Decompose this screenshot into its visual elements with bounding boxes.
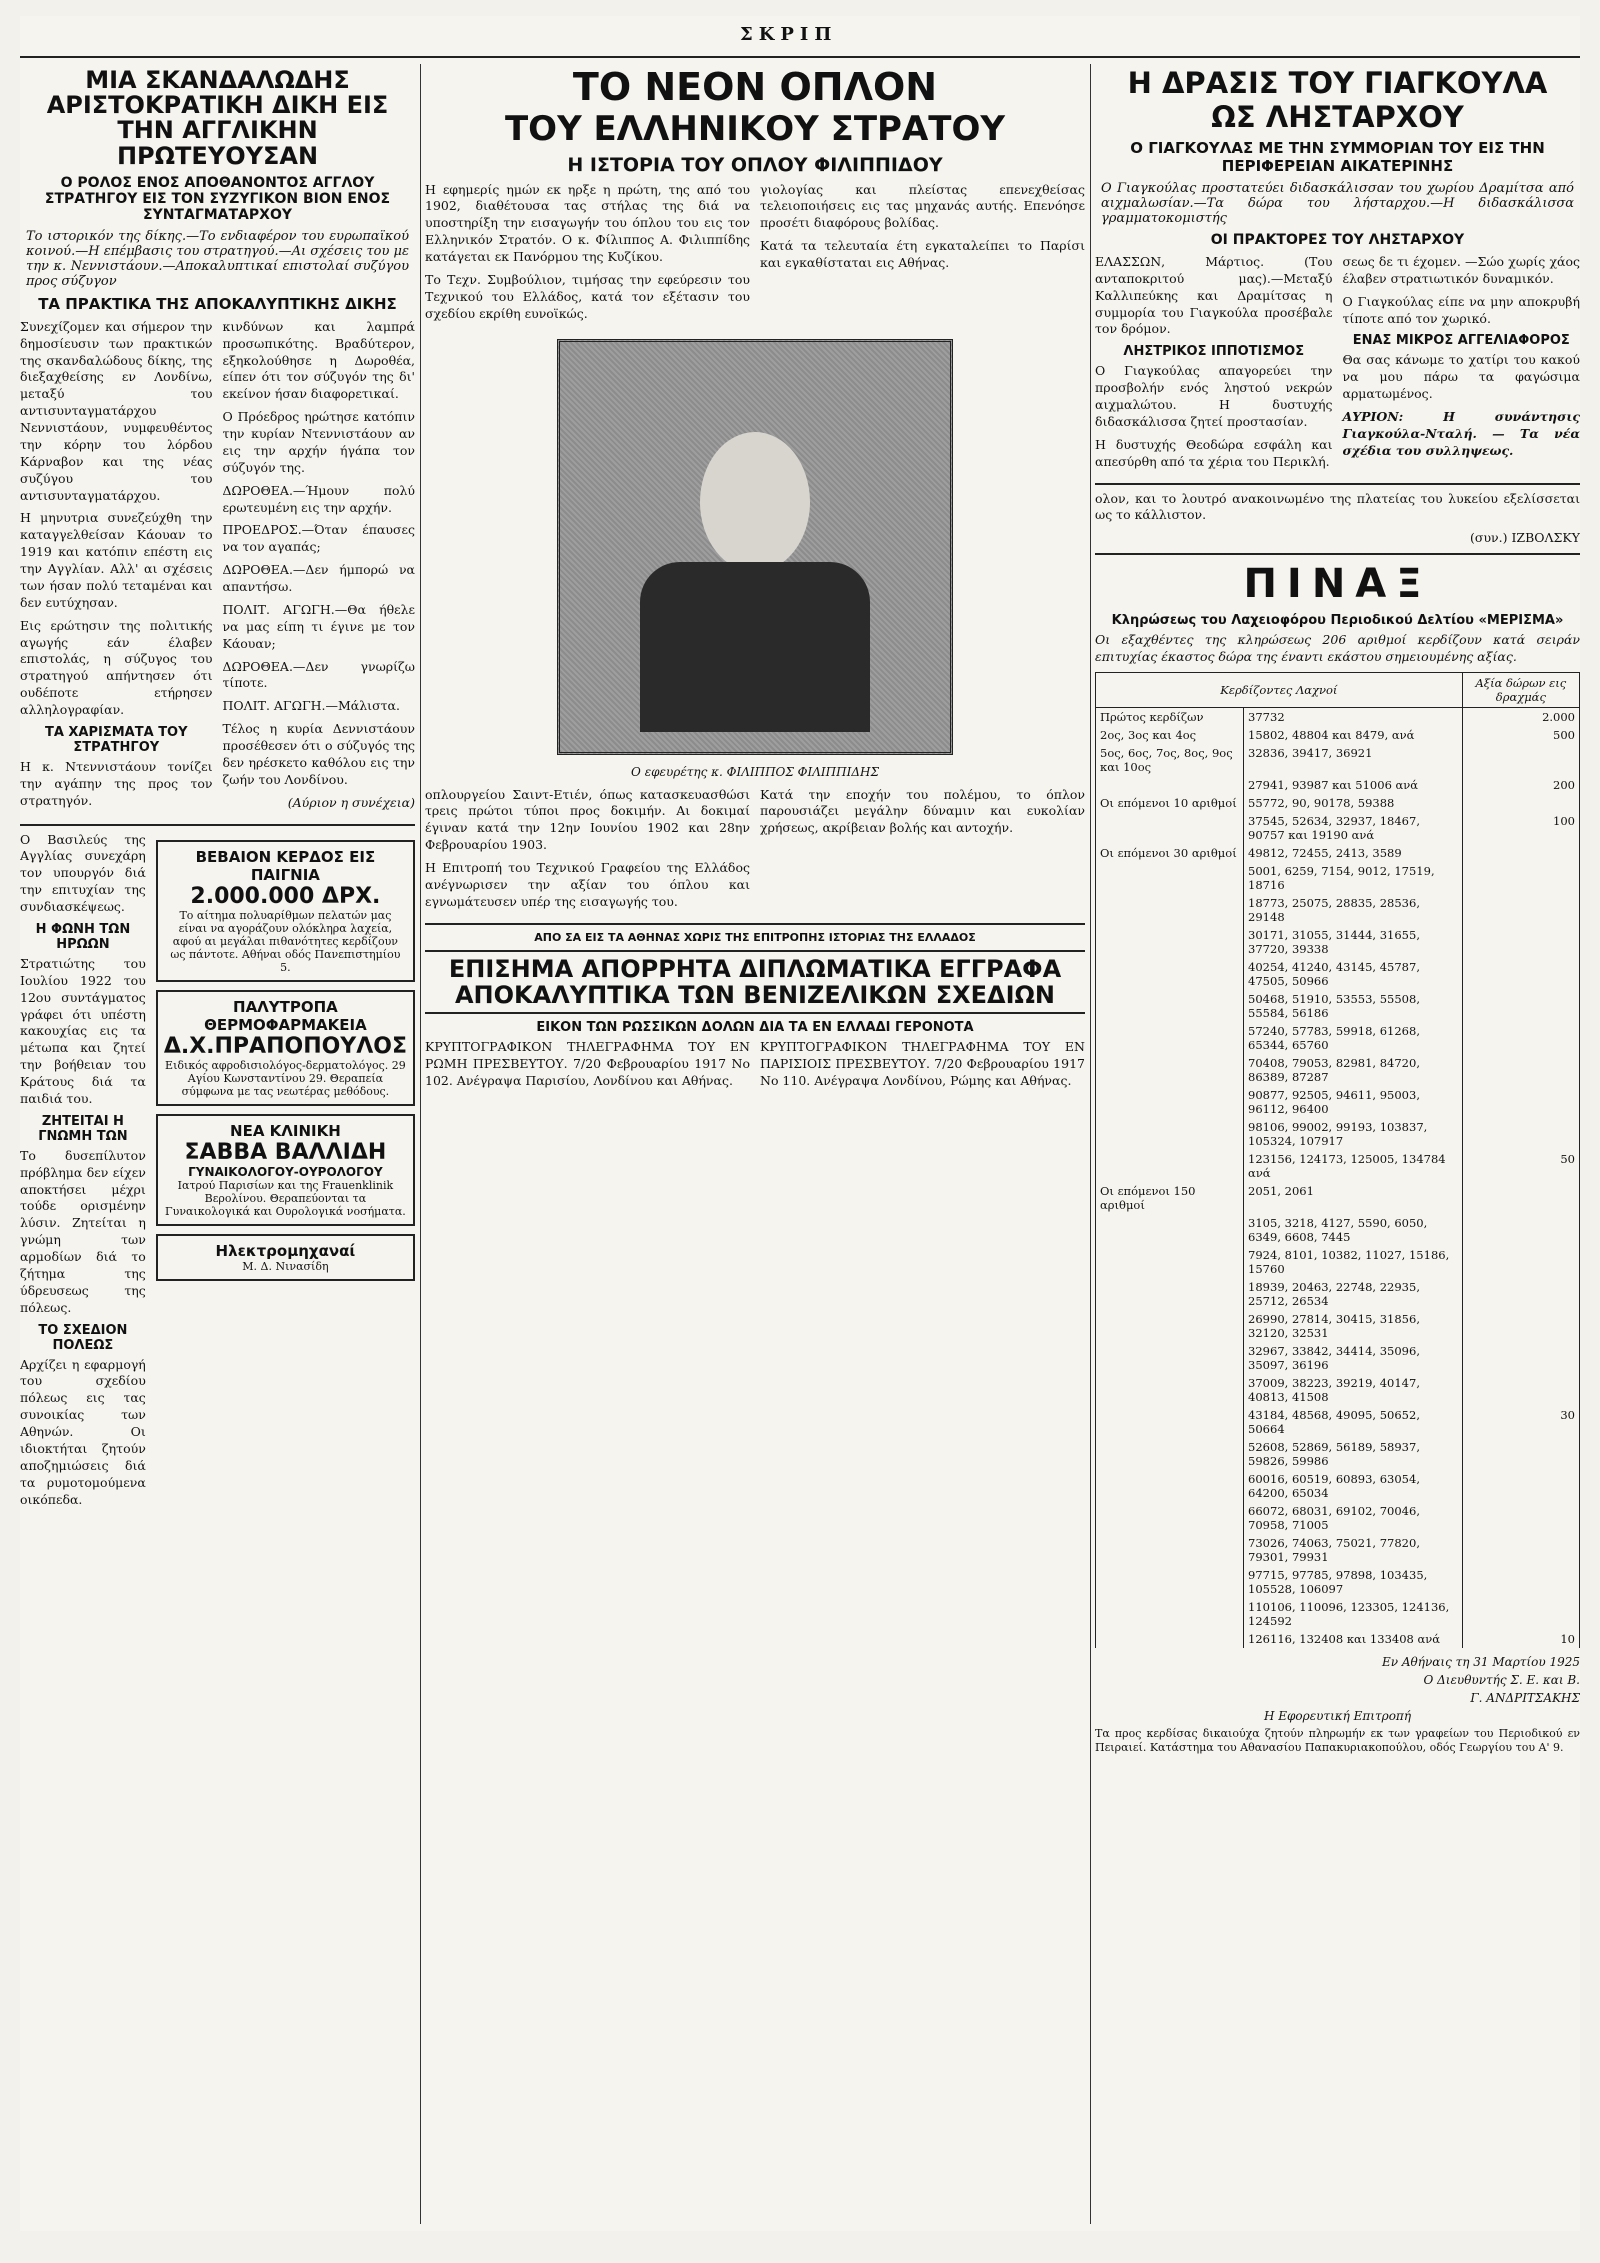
banner-top: ΑΠΟ ΣΑ ΕΙΣ ΤΑ ΑΘΗΝΑΣ ΧΩΡΙΣ ΤΗΣ ΕΠΙΤΡΟΠΗΣ ΙΣΤΟΡΙΑΣ ΤΗΣ ΕΛΛΑΔΟΣ — [534, 930, 976, 944]
row-label — [1096, 1086, 1244, 1118]
row-value — [1462, 1374, 1579, 1406]
row-label: 2ος, 3ος και 4ος — [1096, 726, 1244, 744]
row-value: 2.000 — [1462, 707, 1579, 726]
row-label — [1096, 1150, 1244, 1182]
row-value — [1462, 1534, 1579, 1566]
row-value — [1462, 1214, 1579, 1246]
row-label — [1096, 1022, 1244, 1054]
paragraph: Αρχίζει η εφαρμογή του σχεδίου πόλεως εις τας συνοικίας των Αθηνών. Οι ιδιοκτήται ζητούν αποζημιώσεις διά τα ρυμοτομούμενα οικόπεδα. — [20, 1356, 146, 1507]
row-value — [1462, 862, 1579, 894]
paragraph: ΕΛΑΣΣΩΝ, Μάρτιος. (Του ανταποκριτού μας).—Μεταξύ Καλλιπεύκης και Δραμίτσας η συμμορία του Γιαγκούλα προσέβαλε τον δρόμον. — [1095, 253, 1333, 337]
row-label — [1096, 990, 1244, 1022]
dialogue-line: ΠΟΛΙΤ. ΑΓΩΓΗ.—Θα ήθελε να μας είπη τι έγινε με τον Κάουαν; — [222, 601, 415, 651]
row-label — [1096, 958, 1244, 990]
row-numbers: 50468, 51910, 53553, 55508, 55584, 56186 — [1244, 990, 1463, 1022]
row-value — [1462, 1502, 1579, 1534]
row-numbers: 97715, 97785, 97898, 103435, 105528, 106097 — [1244, 1566, 1463, 1598]
table-header-value: Αξία δώρων εις δραχμάς — [1462, 672, 1579, 707]
paragraph: Το δυσεπίλυτον πρόβλημα δεν είχεν αποκτήσει μέχρι τούδε ορισμένην λύσιν. Ζητείται η γνώμη των αρμοδίων διά το ζήτημα της ύδρευσεως της πόλεως. — [20, 1147, 146, 1315]
section-messenger: ΕΝΑΣ ΜΙΚΡΟΣ ΑΓΓΕΛΙΑΦΟΡΟΣ — [1352, 333, 1570, 349]
portrait-face — [700, 432, 810, 572]
paragraph: Συνεχίζομεν και σήμερον την δημοσίευσιν των πρακτικών της σκανδαλώδους δίκης, της διεξαχθείσης εν Λονδίνω, μεταξύ του αντισυνταγματάρχου Νεννιστάουν, νυμφευθέντος την κόρην του λόρδου Κάρναβον και της νέας συζύγου του αντισυνταγματάρχου. — [20, 318, 213, 503]
giagkoulas-body — [1095, 254, 1580, 477]
divider — [1095, 483, 1580, 485]
paragraph: Τέλος η κυρία Δεννιστάουν προσέθεσεν ότι ο σύζυγός της δεν ηρέσκετο καθόλου εις την ζωήν του Λονδίνου. — [222, 721, 415, 787]
table-row — [1096, 707, 1580, 726]
committee: Η Εφορευτική Επιτροπή — [1263, 1709, 1412, 1724]
row-value — [1462, 1182, 1579, 1214]
rifle-body — [425, 787, 1085, 917]
tomorrow-note: ΑΥΡΙΟΝ: Η συνάντησις Γιαγκούλα-Νταλή. — Τα νέα σχέδια του συλληψεως. — [1342, 409, 1580, 458]
masthead-name: ΣΚΡΙΠ — [740, 24, 838, 45]
portrait-suit — [640, 562, 870, 732]
table-row — [1096, 1150, 1580, 1182]
documents-body — [425, 1039, 1085, 1096]
lottery-ad-text: Το αίτημα πολυαρίθμων πελατών μας είναι να αγοράζουν ολόκληρα λαχεία, αφού αι μεγάλαι πιθανότητες κερδίζουν ως πάντοτε. Αθήναι οδός Πανεπιστημίου 5. — [170, 908, 401, 974]
paragraph: Κατά τα τελευταία έτη εγκαταλείπει το Παρίσι και εγκαθίσταται εις Αθήνας. — [760, 238, 1085, 271]
clinic-ad-prapopoulos — [156, 990, 415, 1106]
row-label — [1096, 1214, 1244, 1246]
row-value — [1462, 794, 1579, 812]
continuation-note: (Αύριον η συνέχεια) — [287, 794, 415, 810]
table-row — [1096, 1246, 1580, 1278]
ad-title: Ηλεκτρομηχαναί — [215, 1241, 356, 1260]
table-row — [1096, 894, 1580, 926]
row-value — [1462, 1118, 1579, 1150]
row-numbers: 110106, 110096, 123305, 124136, 124592 — [1244, 1598, 1463, 1630]
row-value — [1462, 1438, 1579, 1470]
table-row — [1096, 1438, 1580, 1470]
newspaper-page — [20, 16, 1580, 2231]
row-label — [1096, 1278, 1244, 1310]
row-label — [1096, 1598, 1244, 1630]
subhead-rifle-history: Η ΙΣΤΟΡΙΑ ΤΟΥ ΟΠΛΟΥ ΦΙΛΙΠΠΙΔΟΥ — [567, 153, 943, 176]
paragraph: Θα σας κάνωμε το χατίρι του κακού να μου πάρω τα φαγώσιμα αρματωμένος. — [1342, 352, 1580, 402]
paragraph: Η μηνυτρια συνεζεύχθη την καταγγελθείσαν Κάουαν το 1919 και κατόπιν επέστη εις την Αγγλίαν. Αλλ' αι σχέσεις των ήσαν πολύ τεταμέναι και δεν ευτύχησαν. — [20, 510, 213, 610]
dialogue-line: ΔΩΡΟΘΕΑ.—Δεν ήμπορώ να απαντήσω. — [222, 562, 415, 594]
row-numbers: 90877, 92505, 94611, 95003, 96112, 96400 — [1244, 1086, 1463, 1118]
row-label: 5ος, 6ος, 7ος, 8ος, 9ος και 10ος — [1096, 744, 1244, 776]
table-row — [1096, 1566, 1580, 1598]
row-label: Οι επόμενοι 30 αριθμοί — [1096, 844, 1244, 862]
table-row — [1096, 744, 1580, 776]
row-numbers: 43184, 48568, 49095, 50652, 50664 — [1244, 1406, 1463, 1438]
table-header-winners: Κερδίζοντες Λαχνοί — [1096, 672, 1463, 707]
row-numbers: 70408, 79053, 82981, 84720, 86389, 87287 — [1244, 1054, 1463, 1086]
row-numbers: 27941, 93987 και 51006 ανά — [1244, 776, 1463, 794]
masthead — [20, 16, 1580, 58]
paragraph: Εις ερώτησιν της πολιτικής αγωγής εάν έλαβεν επιστολάς, η σύζυγος του στρατηγού απήντησεν ότι ουδέποτε ετήρησεν αλληλογραφίαν. — [20, 617, 213, 717]
column-center — [425, 64, 1085, 1096]
table-row — [1096, 844, 1580, 862]
table-row — [1096, 794, 1580, 812]
row-label — [1096, 926, 1244, 958]
row-value: 10 — [1462, 1630, 1579, 1648]
headline-giagkoulas: Η ΔΡΑΣΙΣ ΤΟΥ ΓΙΑΓΚΟΥΛΑ — [1127, 66, 1548, 100]
table-row — [1096, 812, 1580, 844]
row-numbers: 7924, 8101, 10382, 11027, 15186, 15760 — [1244, 1246, 1463, 1278]
row-label — [1096, 1118, 1244, 1150]
table-date: Εν Αθήναις τη 31 Μαρτίου 1925 — [1382, 1654, 1580, 1669]
row-label — [1096, 776, 1244, 794]
ad-name: Δ.Χ.ΠΡΑΠΟΠΟΥΛΟΣ — [163, 1033, 407, 1059]
table-row — [1096, 1630, 1580, 1648]
table-row — [1096, 1598, 1580, 1630]
divider — [1095, 553, 1580, 555]
ad-text: Ειδικός αφροδισιολόγος-δερματολόγος. 29 Αγίου Κωνσταντίνου 29. Θεραπεία σύμφωνα με τας νεωτέρας μεθόδους. — [165, 1058, 406, 1098]
row-value: 200 — [1462, 776, 1579, 794]
row-value: 50 — [1462, 1150, 1579, 1182]
table-row — [1096, 1534, 1580, 1566]
ad-name: ΣΑΒΒΑ ΒΑΛΛΙΔΗ — [184, 1139, 387, 1165]
row-numbers: 126116, 132408 και 133408 ανά — [1244, 1630, 1463, 1648]
portrait-photo — [557, 339, 953, 755]
prize-table-body — [1096, 707, 1580, 1648]
row-numbers: 37009, 38223, 39219, 40147, 40813, 41508 — [1244, 1374, 1463, 1406]
row-numbers: 52608, 52869, 56189, 58937, 59826, 59986 — [1244, 1438, 1463, 1470]
section-chivalry: ΛΗΣΤΡΙΚΟΣ ΙΠΠΟΤΙΣΜΟΣ — [1123, 344, 1305, 360]
table-row — [1096, 1214, 1580, 1246]
row-value — [1462, 744, 1579, 776]
row-label — [1096, 1310, 1244, 1342]
deck-giagkoulas: Ο Γιαγκούλας προστατεύει διδασκάλισσαν του χωρίου Δραμίτσα από αιχμαλωσίαν.—Τα δώρα του λήσταρχου.—Η διδασκάλισσα γραμματοκομιστής — [1101, 180, 1574, 226]
row-value — [1462, 1598, 1579, 1630]
row-numbers: 32967, 33842, 34414, 35096, 35097, 36196 — [1244, 1342, 1463, 1374]
pinax-subtitle: Κληρώσεως του Λαχειοφόρου Περιοδικού Δελτίου «ΜΕΡΙΣΜΑ» — [1111, 613, 1564, 629]
row-value — [1462, 1342, 1579, 1374]
row-value — [1462, 1086, 1579, 1118]
row-value — [1462, 1022, 1579, 1054]
lottery-ad-amount: 2.000.000 ΔΡΧ. — [190, 883, 381, 909]
row-value — [1462, 1054, 1579, 1086]
column-left — [20, 64, 415, 1514]
paragraph: Η δυστυχής Θεοδώρα εσφάλη και απεσύρθη από τα χέρια του Περικλή. — [1095, 436, 1333, 469]
row-label — [1096, 1342, 1244, 1374]
row-value — [1462, 990, 1579, 1022]
dialogue-line: ΔΩΡΟΘΕΑ.—Δεν γνωρίζω τίποτε. — [222, 658, 415, 691]
table-row — [1096, 726, 1580, 744]
paragraph: οπλουργείου Σαιντ-Ετιέν, όπως κατασκευασθώσι τρεις πρώτοι τύποι προς δοκιμήν. Αι δοκιμαί έγιναν κατά την 12ην Ιουνίου 1902 και 28ην Φεβρουαρίου 1903. — [425, 786, 750, 853]
document-telegram: ΚΡΥΠΤΟΓΡΑΦΙΚΟΝ ΤΗΛΕΓΡΑΦΗΜΑ ΤΟΥ ΕΝ ΠΑΡΙΣΙΟΙΣ ΠΡΕΣΒΕΥΤΟΥ. 7/20 Φεβρουαρίου 1917 Νο 110. Ανέγραψα Λονδίνου, Ρώμης και Αθήνας. — [760, 1039, 1085, 1089]
row-value — [1462, 1566, 1579, 1598]
table-row — [1096, 1182, 1580, 1214]
headline-bandit-chief: ΩΣ ΛΗΣΤΑΡΧΟΥ — [1211, 100, 1464, 135]
column-right — [1095, 64, 1580, 1762]
row-numbers: 2051, 2061 — [1244, 1182, 1463, 1214]
row-numbers: 3105, 3218, 4127, 5590, 6050, 6349, 6608, 7445 — [1244, 1214, 1463, 1246]
row-numbers: 60016, 60519, 60893, 63054, 64200, 65034 — [1244, 1470, 1463, 1502]
ad-name: Μ. Δ. Νινασίδη — [242, 1259, 329, 1273]
row-numbers: 123156, 124173, 125005, 134784 ανά — [1244, 1150, 1463, 1182]
document-telegram: ΚΡΥΠΤΟΓΡΑΦΙΚΟΝ ΤΗΛΕΓΡΑΦΗΜΑ ΤΟΥ ΕΝ ΡΩΜΗ ΠΡΕΣΒΕΥΤΟΥ. 7/20 Φεβρουαρίου 1917 Νο 102. Ανέγραψα Παρισίου, Λονδίνου και Αθήνας. — [425, 1039, 750, 1089]
row-numbers: 26990, 27814, 30415, 31856, 32120, 32531 — [1244, 1310, 1463, 1342]
section-general-gifts: ΤΑ ΧΑΡΙΣΜΑΤΑ ΤΟΥ ΣΤΡΑΤΗΓΟΥ — [44, 724, 188, 755]
dialogue-line: ΠΡΟΕΔΡΟΣ.—Όταν έπαυσες να τον αγαπάς; — [222, 522, 415, 555]
prize-table — [1095, 672, 1580, 1648]
row-label — [1096, 1630, 1244, 1648]
table-row — [1096, 1342, 1580, 1374]
paragraph: Ο Γιαγκούλας απαγορεύει την προσβολήν ενός ληστού νεκρών αιχμαλώτου. Η δυστυχής διδασκάλισσα ζητεί προστασίαν. — [1095, 363, 1333, 429]
row-numbers: 49812, 72455, 2413, 3589 — [1244, 844, 1463, 862]
machines-ad — [156, 1234, 415, 1281]
paragraph: γιολογίας και πλείστας επενεχθείσας τελειοποιήσεις εις τας μηχανάς αυτής. Επενόησε προσέτι διαφόρους βολίδας. — [760, 181, 1085, 231]
row-numbers: 18773, 25075, 28835, 28536, 29148 — [1244, 894, 1463, 926]
pinax-title: ΠΙΝΑΞ — [1243, 561, 1432, 608]
row-value: 100 — [1462, 812, 1579, 844]
row-label — [1096, 1406, 1244, 1438]
table-row — [1096, 1086, 1580, 1118]
row-numbers: 5001, 6259, 7154, 9012, 17519, 18716 — [1244, 862, 1463, 894]
row-value: 30 — [1462, 1406, 1579, 1438]
subhead-scandal: Ο ΡΟΛΟΣ ΕΝΟΣ ΑΠΟΘΑΝΟΝΤΟΣ ΑΓΓΛΟΥ ΣΤΡΑΤΗΓΟΥ ΕΙΣ ΤΟΝ ΣΥΖΥΓΙΚΟΝ ΒΙΟΝ ΕΝΟΣ ΣΥΝΤΑΓΜΑΤΑΡΧΟΥ — [44, 174, 391, 223]
deck-scandal: Το ιστορικόν της δίκης.—Το ενδιαφέρον του ευρωπαϊκού κοινού.—Η επέμβασις του στρατηγού.—Αι σχέσεις του με την κ. Νεννιστάουν.—Αποκαλυπτικαί επιστολαί συζύγου προς σύζυγον — [26, 228, 409, 289]
clinic-ad-vallidis — [156, 1114, 415, 1226]
row-numbers: 37545, 52634, 32937, 18467, 90757 και 19190 ανά — [1244, 812, 1463, 844]
row-value — [1462, 1246, 1579, 1278]
row-label — [1096, 862, 1244, 894]
row-label — [1096, 1534, 1244, 1566]
table-row — [1096, 1470, 1580, 1502]
paragraph: Η εφημερίς ημών εκ ηρξε η πρώτη, της από του 1902, διαθέτουσα τας στήλας της διά να υποστηρίξη την εισαγωγήν του όπλου του εις τον Ελληνικόν Στρατόν. Ο κ. Φίλιππος Α. Φιλιππίδης κατάγεται εκ Πανόρμου της Κυζίκου. — [425, 181, 750, 265]
row-value — [1462, 1310, 1579, 1342]
row-numbers: 73026, 74063, 75021, 77820, 79301, 79931 — [1244, 1534, 1463, 1566]
row-label — [1096, 1566, 1244, 1598]
table-row — [1096, 1118, 1580, 1150]
headline-greek-army: ΤΟΥ ΕΛΛΗΝΙΚΟΥ ΣΤΡΑΤΟΥ — [504, 108, 1006, 149]
row-label: Πρώτος κερδίζων — [1096, 707, 1244, 726]
ad-text: Ιατρού Παρισίων και της Frauenklinik Βερολίνου. Θεραπεύονται τα Γυναικολογικά και Ουρολογικά νοσήματα. — [165, 1178, 406, 1218]
paragraph: Η Επιτροπή του Τεχνικού Γραφείου της Ελλάδος ανέγνωρισεν την αξίαν του όπλου και εγνωμάτευσεν υπέρ της εισαγωγής του. — [425, 860, 750, 909]
ad-top: ΝΕΑ ΚΛΙΝΙΚΗ — [230, 1121, 341, 1140]
section-city-plan: ΤΟ ΣΧΕΔΙΟΝ ΠΟΛΕΩΣ — [38, 1322, 128, 1353]
paragraph: Κατά την εποχήν του πολέμου, το όπλον παρουσιάζει μεγάλην δύναμιν και ευκολίαν χρήσεως, ακρίβειαν βολής και αντοχήν. — [760, 786, 1085, 836]
table-row — [1096, 958, 1580, 990]
table-row — [1096, 862, 1580, 894]
ad-sub: ΓΥΝΑΙΚΟΛΟΓΟΥ-ΟΥΡΟΛΟΓΟΥ — [188, 1164, 383, 1179]
row-label — [1096, 894, 1244, 926]
table-row — [1096, 1054, 1580, 1086]
row-numbers: 98106, 99002, 99193, 103837, 105324, 107917 — [1244, 1118, 1463, 1150]
payment-note: Τα προς κερδίσας δικαιούχα ζητούν πληρωμήν εκ των γραφείων του Περιοδικού εν Πειραιεί. Κατάστημα του Αθανασίου Παπακυριακοπούλου, οδός Γεωργίου του Α' 9. — [1095, 1726, 1580, 1755]
divider — [20, 824, 415, 826]
row-numbers: 32836, 39417, 36921 — [1244, 744, 1463, 776]
paragraph: σεως δε τι έχομεν. —Σώο χωρίς χάος έλαβεν στρατιωτικόν δυναμικόν. — [1342, 253, 1580, 286]
row-numbers: 40254, 41240, 43145, 45787, 47505, 50966 — [1244, 958, 1463, 990]
pinax-intro: Οι εξαχθέντες της κληρώσεως 206 αριθμοί κερδίζουν κατά σειράν επιτυχίας έκαστος δώρα της έναντι εκάστου σημειουμένης αξίας. — [1095, 632, 1580, 664]
lottery-ad-top: ΒΕΒΑΙΟΝ ΚΕΡΔΟΣ ΕΙΣ ΠΑΙΓΝΙΑ — [195, 847, 376, 884]
row-label — [1096, 1502, 1244, 1534]
row-label — [1096, 1374, 1244, 1406]
scandal-body — [20, 319, 415, 818]
row-numbers: 57240, 57783, 59918, 61268, 65344, 65760 — [1244, 1022, 1463, 1054]
paragraph: κινδύνων και λαμπρά προσωπικότης. Βραδύτερον, εξηκολούθησε η Δωροθέα, είπεν ότι τον σύζυγόν της δι' εκείνον ήσαν διαφορετικαί. — [222, 318, 415, 402]
section-agents: ΟΙ ΠΡΑΚΤΟΡΕΣ ΤΟΥ ΛΗΣΤΑΡΧΟΥ — [1210, 231, 1465, 248]
signature-title: Ο Διευθυντής Σ. Ε. και Β. — [1423, 1673, 1580, 1688]
lottery-ad — [156, 840, 415, 982]
row-label — [1096, 1438, 1244, 1470]
headline-scandal: ΜΙΑ ΣΚΑΝΔΑΛΩΔΗΣ ΑΡΙΣΤΟΚΡΑΤΙΚΗ ΔΙΚΗ ΕΙΣ ΤΗΝ ΑΓΓΛΙΚΗΝ ΠΡΩΤΕΥΟΥΣΑΝ — [46, 66, 389, 170]
row-value — [1462, 844, 1579, 862]
table-row — [1096, 776, 1580, 794]
paragraph: Το Τεχν. Συμβούλιον, τιμήσας την εφεύρεσιν του Τεχνικού του Ελλάδος, κατά τον εξέτασιν του σχεδίου εκρίθη ευνοϊκώς. — [425, 271, 750, 321]
row-numbers: 18939, 20463, 22748, 22935, 25712, 26534 — [1244, 1278, 1463, 1310]
dialogue-line: ΔΩΡΟΘΕΑ.—Ήμουν πολύ ερωτευμένη εις την αρχήν. — [222, 482, 415, 515]
paragraph: Ο Γιαγκούλας είπε να μην αποκρυβή τίποτε από τον χωρικό. — [1342, 293, 1580, 326]
lower-left-body — [20, 832, 415, 1515]
row-label: Οι επόμενοι 10 αριθμοί — [1096, 794, 1244, 812]
row-value — [1462, 926, 1579, 958]
rifle-intro — [425, 182, 1085, 329]
table-row — [1096, 926, 1580, 958]
banner-sub: ΕΙΚΟΝ ΤΩΝ ΡΩΣΣΙΚΩΝ ΔΟΛΩΝ ΔΙΑ ΤΑ ΕΝ ΕΛΛΑΔΙ ΓΕΡΟΝΟΤΑ — [536, 1020, 974, 1036]
row-numbers: 15802, 48804 και 8479, ανά — [1244, 726, 1463, 744]
section-trial-minutes: ΤΑ ΠΡΑΚΤΙΚΑ ΤΗΣ ΑΠΟΚΑΛΥΠΤΙΚΗΣ ΔΙΚΗΣ — [38, 294, 397, 313]
row-label: Οι επόμενοι 150 αριθμοί — [1096, 1182, 1244, 1214]
column-rule — [420, 64, 421, 2224]
signature-name: Γ. ΑΝΔΡΙΤΣΑΚΗΣ — [1470, 1691, 1580, 1706]
row-numbers: 55772, 90, 90178, 59388 — [1244, 794, 1463, 812]
table-row — [1096, 1374, 1580, 1406]
paragraph: ολον, και το λουτρό ανακοινωμένο της πλατείας του λυκείου εξελίσσεται ως το κάλλιστον. — [1095, 490, 1580, 523]
divider — [425, 923, 1085, 925]
row-label — [1096, 812, 1244, 844]
row-value: 500 — [1462, 726, 1579, 744]
section-heroes-voice: Η ΦΩΝΗ ΤΩΝ ΗΡΩΩΝ — [35, 921, 131, 952]
row-numbers: 30171, 31055, 31444, 31655, 37720, 39338 — [1244, 926, 1463, 958]
paragraph: Ο Βασιλεύς της Αγγλίας συνεχάρη τον υπουργόν διά την επιτυχίαν της συνδιασκέψεως. — [20, 831, 146, 914]
table-row — [1096, 1310, 1580, 1342]
banner-diplomatic-documents: ΕΠΙΣΗΜΑ ΑΠΟΡΡΗΤΑ ΔΙΠΛΩΜΑΤΙΚΑ ΕΓΓΡΑΦΑ ΑΠΟΚΑΛΥΠΤΙΚΑ ΤΩΝ ΒΕΝΙΖΕΛΙΚΩΝ ΣΧΕΔΙΩΝ — [425, 950, 1085, 1015]
row-numbers: 66072, 68031, 69102, 70046, 70958, 71005 — [1244, 1502, 1463, 1534]
paragraph: Ο Πρόεδρος ηρώτησε κατόπιν την κυρίαν Ντεννιστάουν αν εις την αρχήν ήγάπα τον σύζυγόν της. — [222, 409, 415, 475]
photo-caption: Ο εφευρέτης κ. ΦΙΛΙΠΠΟΣ ΦΙΛΙΠΠΙΔΗΣ — [631, 764, 879, 779]
table-row — [1096, 1278, 1580, 1310]
paragraph: Η κ. Ντεννιστάουν τονίζει την αγάπην της προς τον στρατηγόν. — [20, 758, 213, 808]
column-rule — [1090, 64, 1091, 2224]
section-opinion: ΖΗΤΕΙΤΑΙ Η ΓΝΩΜΗ ΤΩΝ — [38, 1113, 128, 1144]
row-label — [1096, 1246, 1244, 1278]
row-value — [1462, 1470, 1579, 1502]
headline-new-weapon: ΤΟ ΝΕΟΝ ΟΠΛΟΝ — [572, 65, 938, 109]
row-numbers: 37732 — [1244, 707, 1463, 726]
row-value — [1462, 894, 1579, 926]
dialogue-line: ΠΟΛΙΤ. ΑΓΩΓΗ.—Μάλιστα. — [222, 698, 400, 714]
row-value — [1462, 958, 1579, 990]
subhead-gang: Ο ΓΙΑΓΚΟΥΛΑΣ ΜΕ ΤΗΝ ΣΥΜΜΟΡΙΑΝ ΤΟΥ ΕΙΣ ΤΗΝ ΠΕΡΙΦΕΡΕΙΑΝ ΑΙΚΑΤΕΡΙΝΗΣ — [1130, 138, 1545, 175]
table-row — [1096, 1406, 1580, 1438]
table-row — [1096, 990, 1580, 1022]
table-row — [1096, 1502, 1580, 1534]
ad-title: ΠΑΛΥΤΡΟΠΑ ΘΕΡΜΟΦΑΡΜΑΚΕΙΑ — [204, 997, 367, 1034]
table-row — [1096, 1022, 1580, 1054]
row-label — [1096, 1470, 1244, 1502]
signature: (συν.) ΙΖΒΟΛΣΚΥ — [1470, 530, 1580, 546]
row-label — [1096, 1054, 1244, 1086]
row-value — [1462, 1278, 1579, 1310]
paragraph: Στρατιώτης του Ιουλίου 1922 του 12ου συντάγματος γράφει ότι υπέστη κακουχίας εις τα μέτωπα και ζητεί την βοήθειαν του Κράτους διά τα παιδιά του. — [20, 955, 146, 1106]
